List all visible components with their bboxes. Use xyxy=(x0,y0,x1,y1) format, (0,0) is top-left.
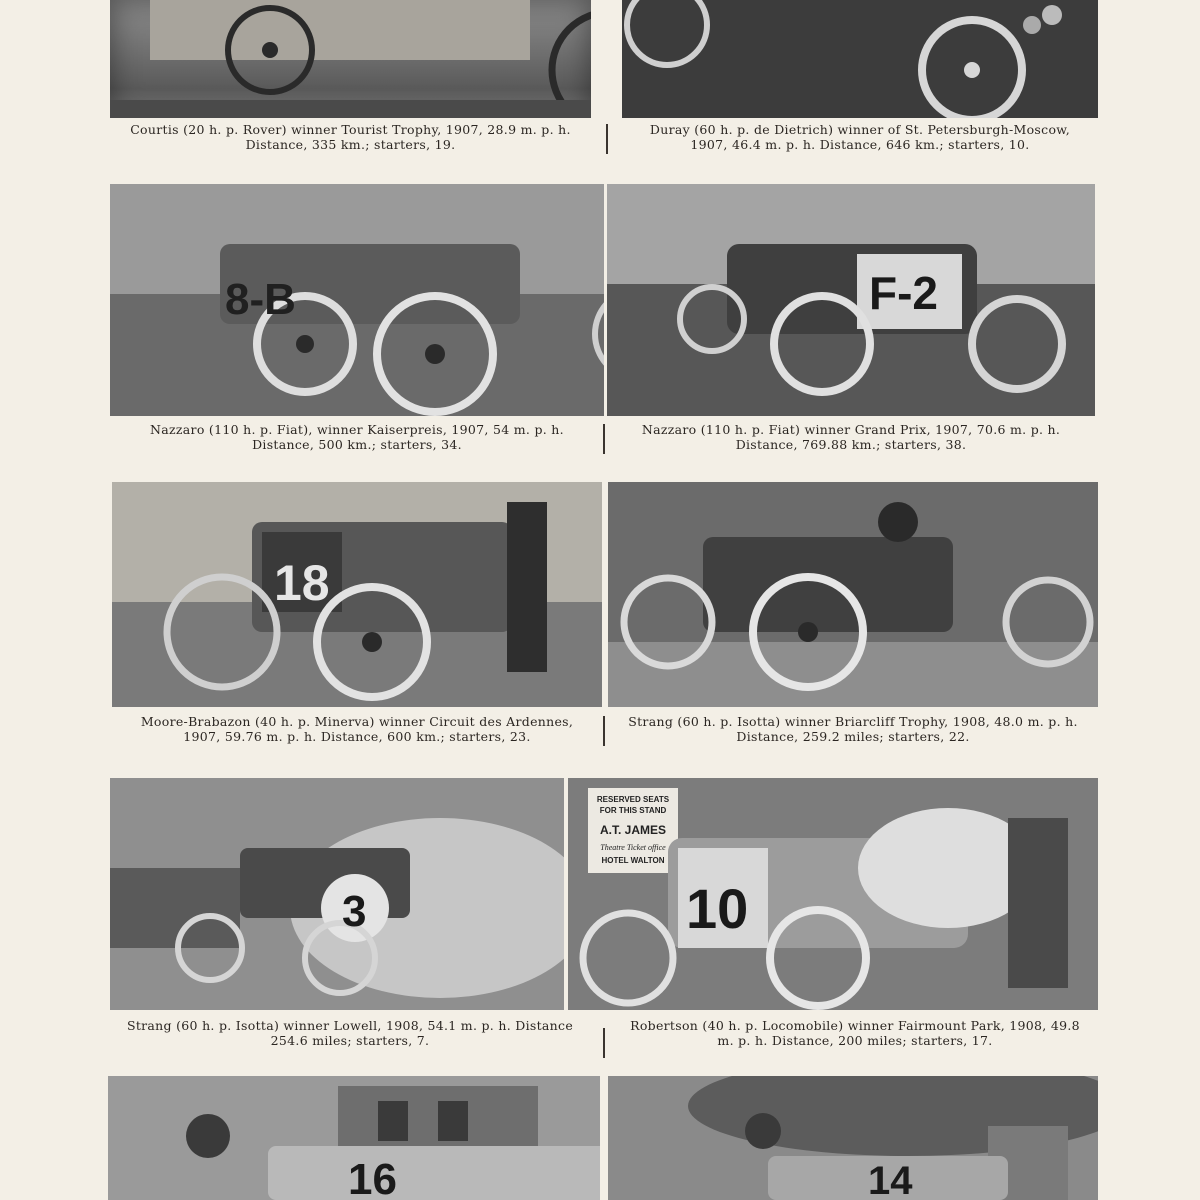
photo-strang-lowell xyxy=(110,778,564,1010)
caption-line: 254.6 miles; starters, 7. xyxy=(270,1033,430,1048)
caption-line: 1907, 46.4 m. p. h. Distance, 646 km.; starters, 10. xyxy=(690,137,1030,152)
caption-duray xyxy=(622,122,1098,152)
caption-line: 1907, 59.76 m. p. h. Distance, 600 km.; starters, 23. xyxy=(183,729,531,744)
caption-line: Nazzaro (110 h. p. Fiat), winner Kaiserpreis, 1907, 54 m. p. h. xyxy=(150,422,564,437)
car-number: 18 xyxy=(274,555,330,611)
sign-text: Theatre Ticket office xyxy=(600,843,666,852)
car-number: 16 xyxy=(348,1155,397,1200)
car-illustration xyxy=(110,0,591,118)
caption-robertson xyxy=(610,1018,1100,1048)
car-number: 8-B xyxy=(225,275,296,324)
caption-line: Duray (60 h. p. de Dietrich) winner of St. Petersburgh-Moscow, xyxy=(649,122,1071,137)
car-illustration xyxy=(568,778,1098,1010)
photo-duray-dietrich xyxy=(622,0,1098,118)
caption-nazzaro-grand-prix xyxy=(607,422,1095,452)
car-number: 10 xyxy=(686,877,749,940)
caption-moore-brabazon xyxy=(112,714,602,744)
photo-courtis-rover xyxy=(110,0,591,118)
sign-text: FOR THIS STAND xyxy=(599,806,667,815)
caption-line: Distance, 769.88 km.; starters, 38. xyxy=(735,437,967,452)
car-illustration xyxy=(622,0,1098,118)
caption-line: Moore-Brabazon (40 h. p. Minerva) winner Circuit des Ardennes, xyxy=(140,714,574,729)
caption-strang-lowell xyxy=(110,1018,590,1048)
photo-nazzaro-kaiserpreis xyxy=(110,184,604,416)
caption-line: Distance, 500 km.; starters, 34. xyxy=(252,437,462,452)
caption-line: m. p. h. Distance, 200 miles; starters, 17. xyxy=(717,1033,993,1048)
caption-line: Nazzaro (110 h. p. Fiat) winner Grand Prix, 1907, 70.6 m. p. h. xyxy=(641,422,1061,437)
photo-car-14 xyxy=(608,1076,1098,1200)
sign-text: HOTEL WALTON xyxy=(601,856,665,865)
car-illustration xyxy=(110,778,564,1010)
caption-line: Robertson (40 h. p. Locomobile) winner Fairmount Park, 1908, 49.8 xyxy=(630,1018,1080,1033)
caption-line: Courtis (20 h. p. Rover) winner Tourist Trophy, 1907, 28.9 m. p. h. xyxy=(130,122,571,137)
car-illustration xyxy=(110,184,604,416)
car-illustration xyxy=(108,1076,600,1200)
caption-line: Strang (60 h. p. Isotta) winner Briarcliff Trophy, 1908, 48.0 m. p. h. xyxy=(628,714,1078,729)
photo-robertson-locomobile xyxy=(568,778,1098,1010)
caption-line: Strang (60 h. p. Isotta) winner Lowell, 1908, 54.1 m. p. h. Distance xyxy=(126,1018,574,1033)
column-divider xyxy=(603,1028,605,1058)
photo-nazzaro-grand-prix xyxy=(607,184,1095,416)
photo-moore-brabazon-minerva xyxy=(112,482,602,707)
car-number: F-2 xyxy=(869,267,938,319)
sign-text: RESERVED SEATS xyxy=(596,795,670,804)
caption-strang-briarcliff xyxy=(608,714,1098,744)
column-divider xyxy=(603,716,605,746)
car-illustration xyxy=(112,482,602,707)
caption-line: Distance, 335 km.; starters, 19. xyxy=(245,137,456,152)
car-illustration xyxy=(608,482,1098,707)
column-divider xyxy=(606,124,608,154)
caption-courtis xyxy=(110,122,591,152)
caption-line: Distance, 259.2 miles; starters, 22. xyxy=(736,729,970,744)
column-divider xyxy=(603,424,605,454)
caption-nazzaro-kaiserpreis xyxy=(110,422,604,452)
car-illustration xyxy=(607,184,1095,416)
photo-car-16 xyxy=(108,1076,600,1200)
photo-strang-briarcliff xyxy=(608,482,1098,707)
car-number: 3 xyxy=(342,887,367,936)
car-number: 14 xyxy=(868,1159,913,1200)
car-illustration xyxy=(608,1076,1098,1200)
sign-text: A.T. JAMES xyxy=(599,823,667,837)
